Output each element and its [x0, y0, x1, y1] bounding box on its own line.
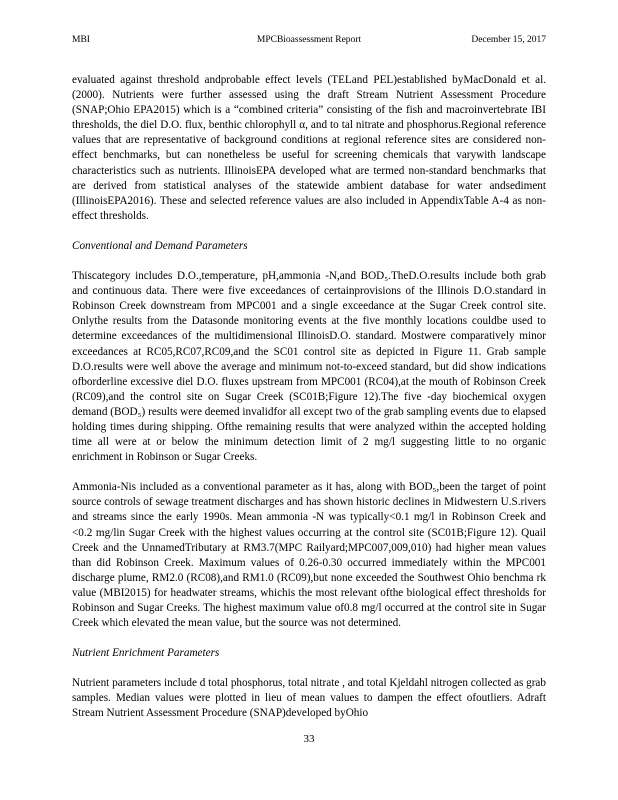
conventional-parameters-paragraph: Thiscategory includes D.O.,temperature, pH,ammonia -N,and BOD₅.TheD.O.results include both grab and continuous data. There were five exceedances of certainprovisions of the Illinois D.O.standard in Robinson Creek downstream from MPC001 and a single exceedance at the Sugar Creek control site. Onlythe results from the Datasonde monitoring events at the five monthly locations couldbe used to determine exceedances of the multidimensional IllinoisD.O. standard. Mostwere comparatively minor exceedances at RC05,RC07,RC09,and the SC01 control site as depicted in Figure 11. Grab sample D.O.results were well above the average and minimum not-to-exceed standard, but did show indications ofborderline excessive diel D.O. fluxes upstream from MPC001 (RC04),at the mouth of Robinson Creek (RC09),and the control site on Sugar Creek (SC01B;Figure 12).The five -day biochemical oxygen demand (BOD₅) results were deemed invalidfor all except two of the grab sampling events due to elapsed holding times during shipping. Ofthe remaining results that were analyzed within the accepted holding time all were at or below the minimum detection limit of 2 mg/l suggesting little to no organic enrichment in Robinson or Sugar Creeks. — [72, 270, 546, 464]
header-report-title: MPCBioassessment Report — [256, 35, 362, 45]
conventional-parameters-heading: Conventional and Demand Parameters — [72, 239, 248, 252]
page-body — [72, 73, 546, 737]
intro-paragraph: evaluated against threshold andprobable effect levels (TELand PEL)established byMacDonald et al. (2000). Nutrients were further assessed using the draft Stream Nutrient Assessment Procedure (SNAP;Ohio EPA2015) which is a “combined criteria” consisting of the fish and macroinvertebrate IBI thresholds, the diel D.O. flux, benthic chlorophyll α, and to tal nitrate and phosphorus.Regional reference values that are representative of background conditions at regional reference sites are considered non-effect benchmarks, but can nonetheless be useful for screening chemicals that varywith landscape characteristics such as nutrients. IllinoisEPA developed what are termed non-standard benchmarks that are derived from statistical analyses of the statewide ambient database for water andsediment (IllinoisEPA2016). These and selected reference values are also included in AppendixTable A-4 as non-effect thresholds. — [72, 74, 546, 222]
page-number: 33 — [303, 733, 315, 745]
nutrient-paragraph: Nutrient parameters include d total phosphorus, total nitrate , and total Kjeldahl nitrogen collected as grab samples. Median values were plotted in lieu of mean values to dampen the effect ofoutliers. Adraft Stream Nutrient Assessment Procedure (SNAP)developed byOhio — [72, 677, 546, 720]
nutrient-enrichment-heading: Nutrient Enrichment Parameters — [72, 647, 220, 660]
ammonia-paragraph: Ammonia-Nis included as a conventional parameter as it has, along with BOD₅,been the target of point source controls of sewage treatment discharges and has shown historic declines in Midwestern U.S.rivers and streams since the early 1990s. Mean ammonia -N was typically<0.1 mg/l in Robinson Creek and <0.2 mg/lin Sugar Creek with the highest values occurring at the control site (SC01B;Figure 12). Quail Creek and the UnnamedTributary at RM3.7(MPC Railyard;MPC007,009,010) had higher mean values than did Robinson Creek. Maximum values of 0.26-0.30 occurred immediately within the MPC001 discharge plume, RM2.0 (RC08),and RM1.0 (RC09),but none exceeded the Southwest Ohio benchma rk value (MBI2015) for headwater streams, whichis the most relevant ofthe biological effect thresholds for Robinson and Sugar Creeks. The highest maximum value of0.8 mg/l occurred at the control site in Sugar Creek which elevated the mean value, but the source was not determined. — [72, 481, 546, 630]
header-org: MBI — [72, 35, 90, 45]
header-date: December 15, 2017 — [471, 35, 546, 45]
